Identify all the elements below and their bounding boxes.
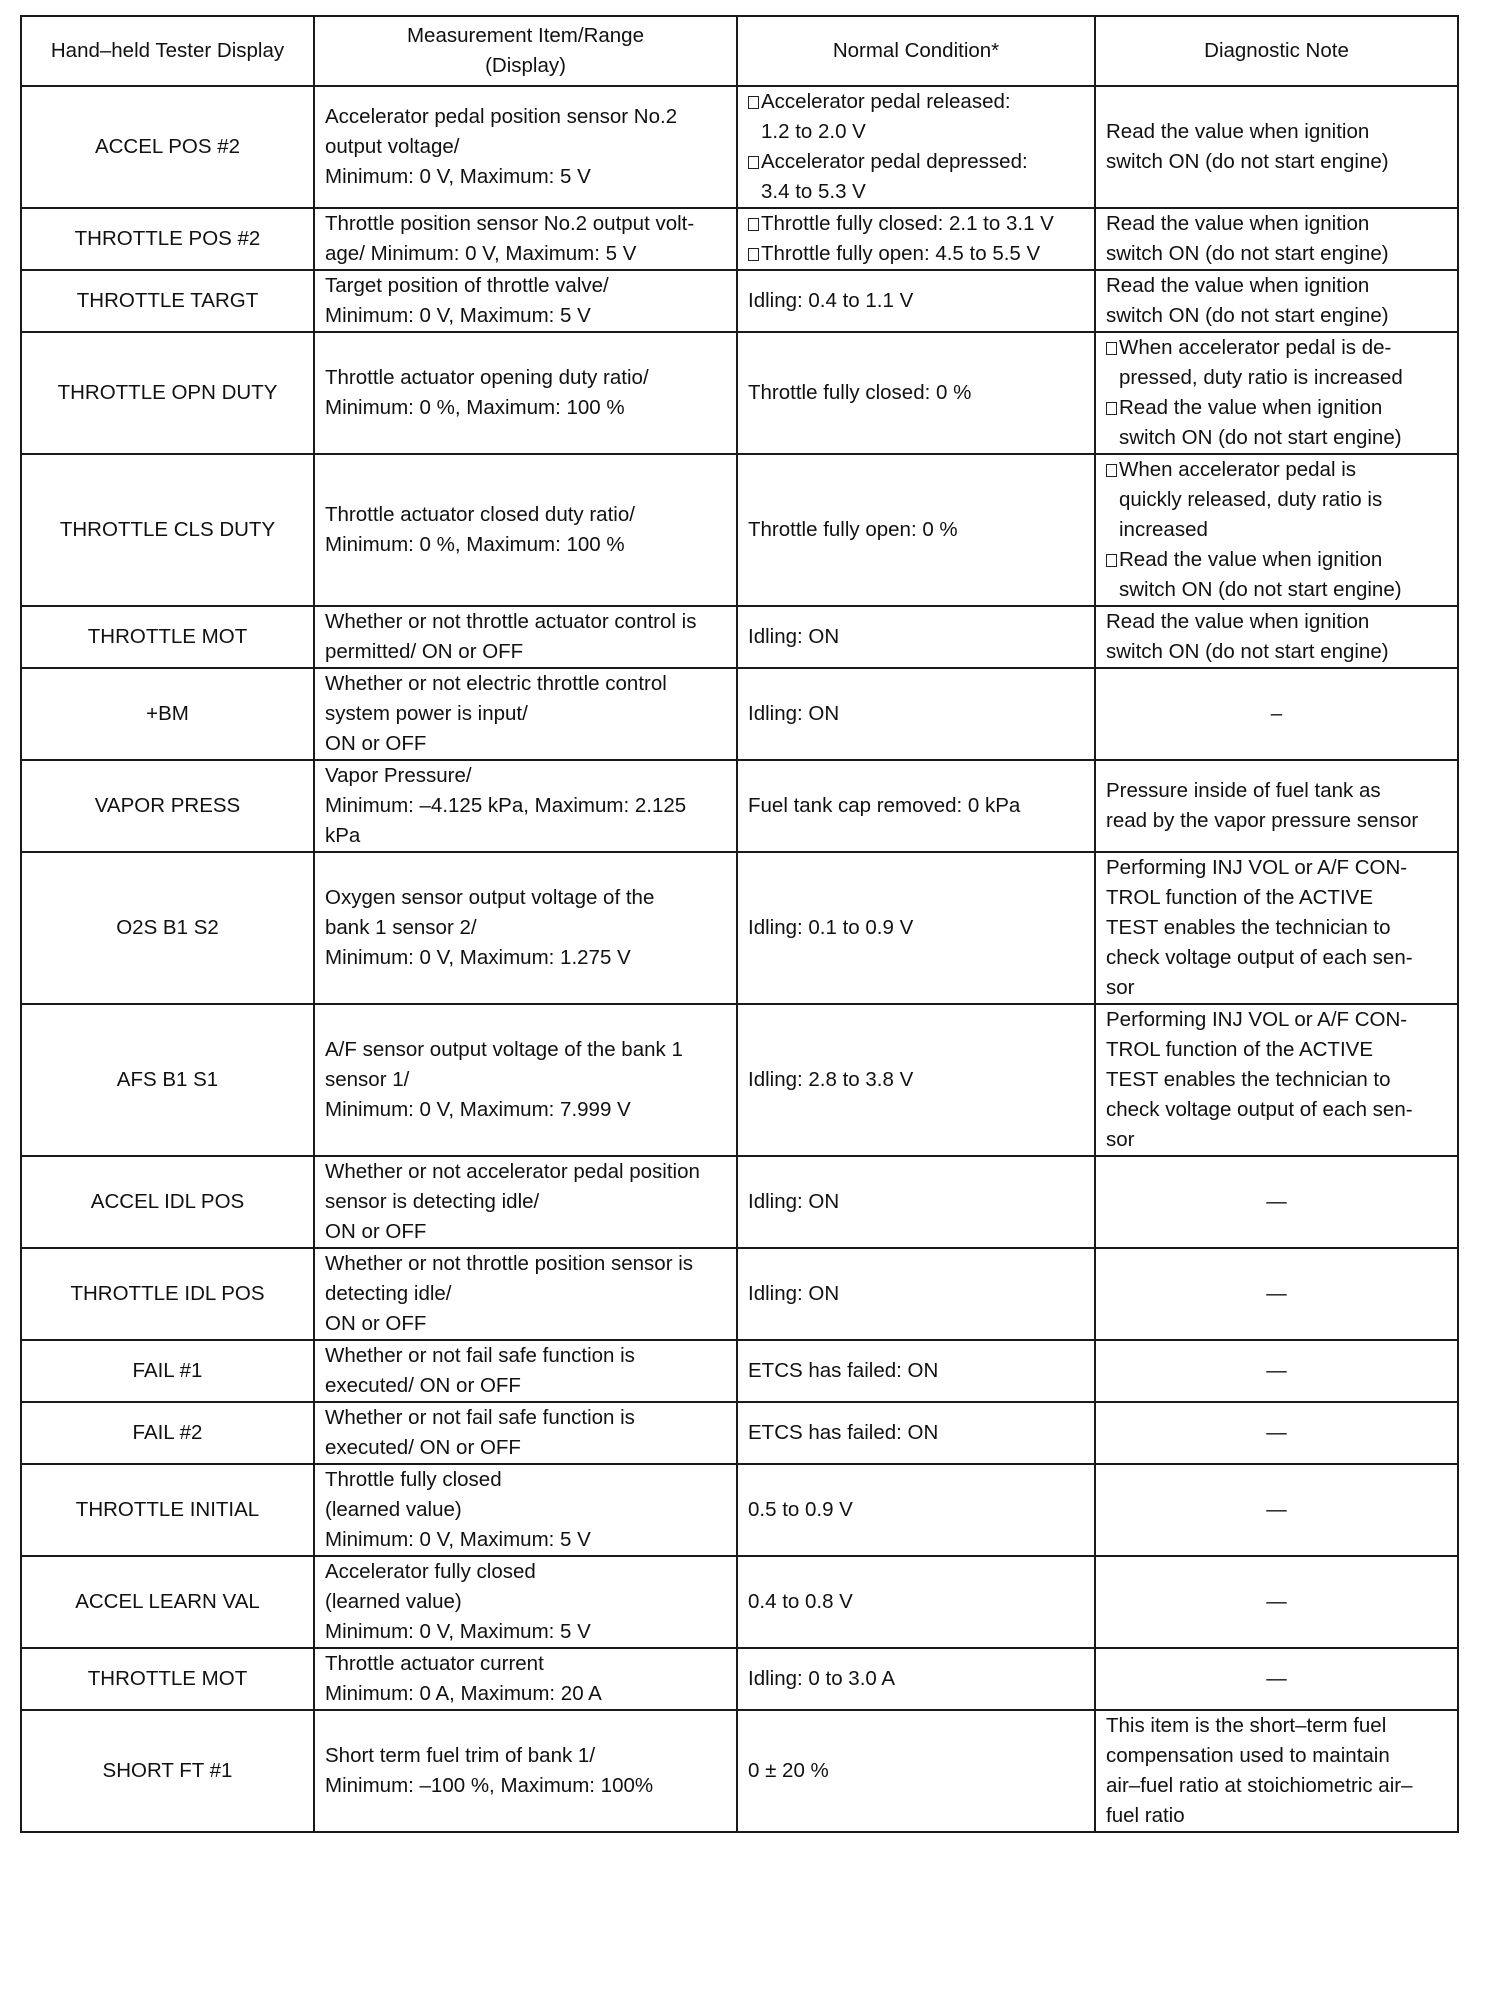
header-diagnostic-note: Diagnostic Note bbox=[1095, 16, 1458, 86]
header-row bbox=[21, 16, 1458, 86]
normal-condition-cell: ETCS has failed: ON bbox=[737, 1340, 1095, 1402]
tester-display-cell: SHORT FT #1 bbox=[21, 1710, 314, 1832]
tester-display-cell: ACCEL POS #2 bbox=[21, 86, 314, 208]
header-tester-display: Hand–held Tester Display bbox=[21, 16, 314, 86]
tester-display-cell: O2S B1 S2 bbox=[21, 852, 314, 1004]
diagnostic-note-cell: Read the value when ignition switch ON (do not start engine) bbox=[1095, 606, 1458, 668]
diagnostic-note-cell: This item is the short–term fuel compensation used to maintain air–fuel ratio at stoichiometric air– fuel ratio bbox=[1095, 1710, 1458, 1832]
checkbox-bullet-icon bbox=[1106, 554, 1117, 567]
table-row bbox=[21, 852, 1458, 1004]
tester-display-cell: THROTTLE IDL POS bbox=[21, 1248, 314, 1340]
diagnostic-note-cell: — bbox=[1095, 1402, 1458, 1464]
tester-display-cell: ACCEL IDL POS bbox=[21, 1156, 314, 1248]
tester-display-cell: FAIL #1 bbox=[21, 1340, 314, 1402]
checkbox-bullet-icon bbox=[1106, 402, 1117, 415]
normal-condition-cell: Fuel tank cap removed: 0 kPa bbox=[737, 760, 1095, 852]
measurement-cell: Whether or not fail safe function is executed/ ON or OFF bbox=[314, 1340, 737, 1402]
table-row bbox=[21, 1004, 1458, 1156]
diagnostic-note-cell: — bbox=[1095, 1340, 1458, 1402]
measurement-cell: Whether or not fail safe function is executed/ ON or OFF bbox=[314, 1402, 737, 1464]
table-row bbox=[21, 1402, 1458, 1464]
tester-display-cell: THROTTLE INITIAL bbox=[21, 1464, 314, 1556]
diagnostic-note-cell: Read the value when ignition switch ON (do not start engine) bbox=[1095, 270, 1458, 332]
tester-display-cell: THROTTLE MOT bbox=[21, 606, 314, 668]
diagnostic-note-cell: — bbox=[1095, 1556, 1458, 1648]
header-normal-condition: Normal Condition* bbox=[737, 16, 1095, 86]
normal-condition-cell: Throttle fully open: 0 % bbox=[737, 454, 1095, 606]
diagnostic-note-cell: Read the value when ignition switch ON (do not start engine) bbox=[1095, 86, 1458, 208]
diagnostic-note-cell: — bbox=[1095, 1464, 1458, 1556]
checkbox-bullet-icon bbox=[748, 156, 759, 169]
normal-condition-cell: Accelerator pedal released: 1.2 to 2.0 V Accelerator pedal depressed: 3.4 to 5.3 V bbox=[737, 86, 1095, 208]
table-row bbox=[21, 1340, 1458, 1402]
table-row bbox=[21, 760, 1458, 852]
normal-condition-cell: Idling: 0.4 to 1.1 V bbox=[737, 270, 1095, 332]
measurement-cell: Throttle fully closed (learned value) Minimum: 0 V, Maximum: 5 V bbox=[314, 1464, 737, 1556]
tester-display-cell: +BM bbox=[21, 668, 314, 760]
header-measurement-item: Measurement Item/Range (Display) bbox=[314, 16, 737, 86]
normal-condition-cell: Throttle fully closed: 0 % bbox=[737, 332, 1095, 454]
normal-condition-cell: Throttle fully closed: 2.1 to 3.1 V Throttle fully open: 4.5 to 5.5 V bbox=[737, 208, 1095, 270]
measurement-cell: Target position of throttle valve/ Minimum: 0 V, Maximum: 5 V bbox=[314, 270, 737, 332]
diagnostic-note-cell: — bbox=[1095, 1248, 1458, 1340]
table-row bbox=[21, 1556, 1458, 1648]
table-row bbox=[21, 332, 1458, 454]
table-row bbox=[21, 606, 1458, 668]
checkbox-bullet-icon bbox=[1106, 464, 1117, 477]
measurement-cell: Throttle actuator current Minimum: 0 A, Maximum: 20 A bbox=[314, 1648, 737, 1710]
normal-condition-cell: Idling: 2.8 to 3.8 V bbox=[737, 1004, 1095, 1156]
table-row bbox=[21, 1710, 1458, 1832]
measurement-cell: Throttle actuator closed duty ratio/ Minimum: 0 %, Maximum: 100 % bbox=[314, 454, 737, 606]
table-row bbox=[21, 454, 1458, 606]
tester-display-cell: VAPOR PRESS bbox=[21, 760, 314, 852]
measurement-cell: Whether or not electric throttle control system power is input/ ON or OFF bbox=[314, 668, 737, 760]
measurement-cell: Whether or not throttle actuator control is permitted/ ON or OFF bbox=[314, 606, 737, 668]
tester-display-cell: THROTTLE MOT bbox=[21, 1648, 314, 1710]
table-row bbox=[21, 1156, 1458, 1248]
normal-condition-cell: Idling: ON bbox=[737, 1248, 1095, 1340]
measurement-cell: Throttle position sensor No.2 output volt- age/ Minimum: 0 V, Maximum: 5 V bbox=[314, 208, 737, 270]
diagnostic-note-cell: When accelerator pedal is quickly released, duty ratio is increased Read the value when ignition switch ON (do not start engine) bbox=[1095, 454, 1458, 606]
checkbox-bullet-icon bbox=[748, 218, 759, 231]
measurement-cell: Accelerator pedal position sensor No.2 output voltage/ Minimum: 0 V, Maximum: 5 V bbox=[314, 86, 737, 208]
measurement-cell: Vapor Pressure/ Minimum: –4.125 kPa, Maximum: 2.125 kPa bbox=[314, 760, 737, 852]
tester-display-cell: THROTTLE CLS DUTY bbox=[21, 454, 314, 606]
table-row bbox=[21, 86, 1458, 208]
normal-condition-cell: 0.4 to 0.8 V bbox=[737, 1556, 1095, 1648]
normal-condition-cell: Idling: 0.1 to 0.9 V bbox=[737, 852, 1095, 1004]
normal-condition-cell: Idling: ON bbox=[737, 1156, 1095, 1248]
diagnostic-note-cell: Pressure inside of fuel tank as read by the vapor pressure sensor bbox=[1095, 760, 1458, 852]
normal-condition-cell: Idling: ON bbox=[737, 606, 1095, 668]
measurement-cell: Accelerator fully closed (learned value) Minimum: 0 V, Maximum: 5 V bbox=[314, 1556, 737, 1648]
diagnostic-note-cell: Performing INJ VOL or A/F CON- TROL function of the ACTIVE TEST enables the technician to check voltage output of each sen- sor bbox=[1095, 1004, 1458, 1156]
diagnostic-note-cell: When accelerator pedal is de- pressed, duty ratio is increased Read the value when ignition switch ON (do not start engine) bbox=[1095, 332, 1458, 454]
table-row bbox=[21, 1464, 1458, 1556]
table-row bbox=[21, 1648, 1458, 1710]
tester-display-cell: FAIL #2 bbox=[21, 1402, 314, 1464]
measurement-cell: Whether or not accelerator pedal position sensor is detecting idle/ ON or OFF bbox=[314, 1156, 737, 1248]
tester-display-cell: AFS B1 S1 bbox=[21, 1004, 314, 1156]
tester-display-cell: THROTTLE POS #2 bbox=[21, 208, 314, 270]
table-row bbox=[21, 1248, 1458, 1340]
diagnostic-note-cell: Performing INJ VOL or A/F CON- TROL function of the ACTIVE TEST enables the technician to check voltage output of each sen- sor bbox=[1095, 852, 1458, 1004]
diagnostic-note-cell: – bbox=[1095, 668, 1458, 760]
measurement-cell: Whether or not throttle position sensor is detecting idle/ ON or OFF bbox=[314, 1248, 737, 1340]
checkbox-bullet-icon bbox=[748, 248, 759, 261]
table-row bbox=[21, 270, 1458, 332]
diagnostic-note-cell: — bbox=[1095, 1648, 1458, 1710]
table-row bbox=[21, 668, 1458, 760]
normal-condition-cell: ETCS has failed: ON bbox=[737, 1402, 1095, 1464]
normal-condition-cell: Idling: ON bbox=[737, 668, 1095, 760]
normal-condition-cell: Idling: 0 to 3.0 A bbox=[737, 1648, 1095, 1710]
tester-display-cell: ACCEL LEARN VAL bbox=[21, 1556, 314, 1648]
table-row bbox=[21, 208, 1458, 270]
diagnostic-note-cell: — bbox=[1095, 1156, 1458, 1248]
measurement-cell: Throttle actuator opening duty ratio/ Minimum: 0 %, Maximum: 100 % bbox=[314, 332, 737, 454]
tester-display-cell: THROTTLE TARGT bbox=[21, 270, 314, 332]
measurement-cell: Oxygen sensor output voltage of the bank 1 sensor 2/ Minimum: 0 V, Maximum: 1.275 V bbox=[314, 852, 737, 1004]
normal-condition-cell: 0.5 to 0.9 V bbox=[737, 1464, 1095, 1556]
tester-display-cell: THROTTLE OPN DUTY bbox=[21, 332, 314, 454]
normal-condition-cell: 0 ± 20 % bbox=[737, 1710, 1095, 1832]
measurement-cell: A/F sensor output voltage of the bank 1 sensor 1/ Minimum: 0 V, Maximum: 7.999 V bbox=[314, 1004, 737, 1156]
diagnostic-note-cell: Read the value when ignition switch ON (do not start engine) bbox=[1095, 208, 1458, 270]
data-list-table bbox=[20, 15, 1459, 1833]
checkbox-bullet-icon bbox=[748, 96, 759, 109]
checkbox-bullet-icon bbox=[1106, 342, 1117, 355]
measurement-cell: Short term fuel trim of bank 1/ Minimum: –100 %, Maximum: 100% bbox=[314, 1710, 737, 1832]
